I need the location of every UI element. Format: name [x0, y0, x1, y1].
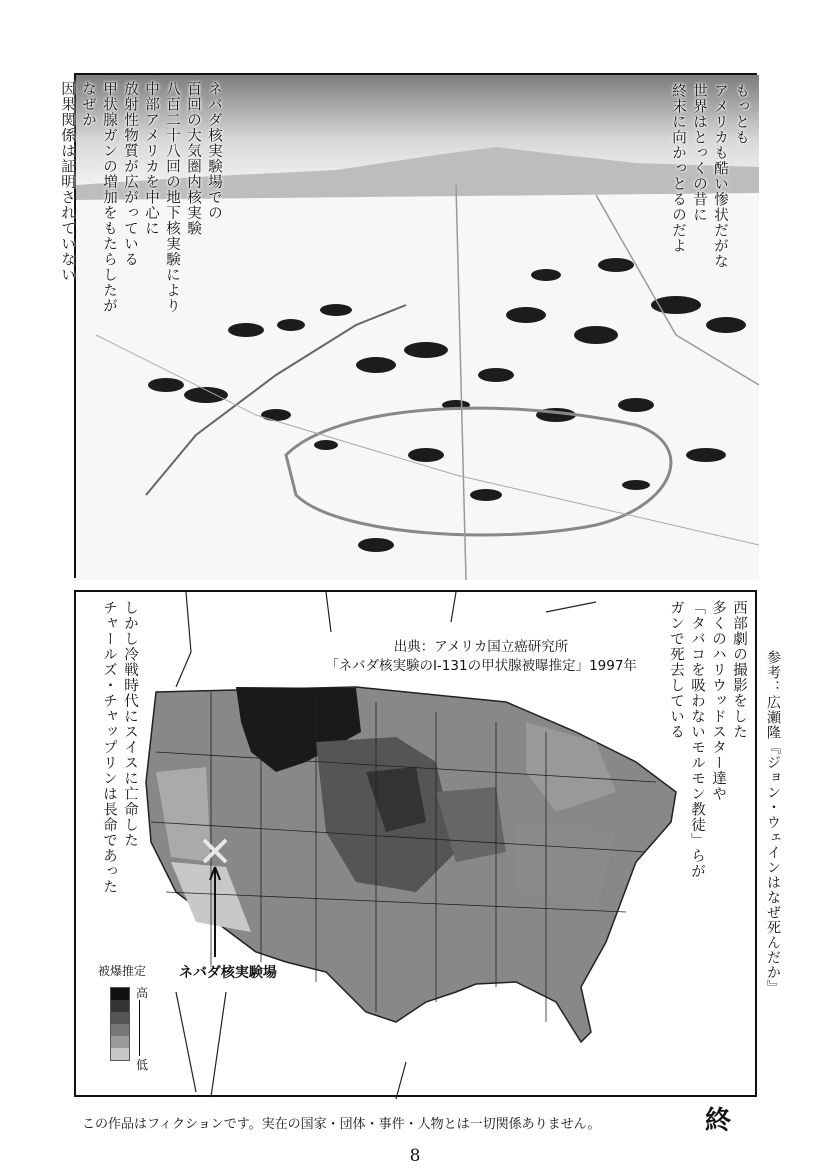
text-line: 因果関係は証明されていない — [59, 81, 75, 283]
legend-swatch — [111, 1024, 129, 1036]
text-line: しかし冷戦時代にスイスに亡命した — [122, 600, 138, 848]
end-mark: 終 — [705, 1106, 732, 1136]
text-line: もっとも — [733, 83, 749, 145]
crater — [598, 258, 634, 272]
legend-swatch — [111, 988, 129, 1000]
legend-color-scale — [110, 987, 130, 1061]
narration-panel1 — [56, 81, 224, 314]
crater — [320, 304, 352, 316]
speech-balloon-panel1 — [667, 83, 751, 269]
speech-balloon-panel2 — [665, 600, 749, 879]
text-line: 甲状腺ガンの増加をもたらしたが — [101, 81, 117, 314]
fiction-disclaimer: この作品はフィクションです。実在の国家・団体・事件・人物とは一切関係ありません。 — [82, 1117, 601, 1132]
crater — [618, 398, 654, 412]
crater — [470, 489, 502, 501]
text-line: 終末に向かっとるのだよ — [670, 83, 686, 254]
legend-swatch — [111, 1000, 129, 1012]
crater — [358, 538, 394, 552]
text-line: 放射性物質が広がっている — [122, 81, 138, 267]
legend-swatch — [111, 1036, 129, 1048]
text-line: 西部劇の撮影をした — [731, 600, 747, 740]
crater — [314, 440, 338, 450]
text-line: 「タバコを吸わないモルモン教徒」らが — [689, 600, 705, 879]
crater — [531, 269, 561, 281]
crater — [356, 357, 396, 373]
legend-swatch — [111, 1012, 129, 1024]
legend-high-label: 高 — [136, 986, 149, 1000]
legend-title: 被爆推定 — [98, 964, 147, 978]
text-line: 多くのハリウッドスター達や — [710, 600, 726, 802]
text-line: 世界はとっくの昔に — [691, 83, 707, 223]
legend-low-label: 低 — [136, 1058, 149, 1072]
side-reference-note: 参考：広瀬隆『ジョン・ウェインはなぜ死んだか』 — [765, 650, 781, 995]
text-line: ガンで死去している — [668, 600, 684, 740]
crater — [506, 307, 546, 323]
narration-panel2 — [98, 600, 140, 895]
crater — [261, 409, 291, 421]
crater — [478, 368, 514, 382]
crater — [277, 319, 305, 331]
landscape-panel — [59, 73, 757, 578]
legend-arrow — [139, 1000, 140, 1056]
legend-swatch — [111, 1048, 129, 1060]
crater — [706, 317, 746, 333]
crater — [184, 387, 228, 403]
text-line: 八百二十八回の地下核実験により — [164, 81, 180, 314]
text-line: ネバダ核実験場での — [206, 81, 222, 221]
text-line: アメリカも酷い惨状だがな — [712, 83, 728, 269]
crater — [148, 378, 184, 392]
crater — [622, 480, 650, 490]
crater — [408, 448, 444, 462]
text-line: なぜか — [80, 81, 96, 128]
crater — [404, 342, 448, 358]
crater — [574, 326, 618, 344]
text-line: 百回の大気圏内核実験 — [185, 81, 201, 236]
nevada-test-site-label: ネバダ核実験場 — [179, 965, 277, 981]
crater — [686, 448, 726, 462]
page-number: 8 — [409, 1146, 421, 1166]
fallout-map-panel — [74, 590, 757, 1097]
source-line-1: 出典：アメリカ国立癌研究所 — [393, 639, 569, 655]
text-line: チャールズ・チャップリンは長命であった — [101, 600, 117, 895]
text-line: 中部アメリカを中心に — [143, 81, 159, 236]
source-citation — [271, 638, 691, 676]
crater — [228, 323, 264, 337]
exposure-legend — [98, 962, 188, 1072]
source-line-2: 「ネバダ核実験のI-131の甲状腺被曝推定」1997年 — [325, 658, 637, 674]
